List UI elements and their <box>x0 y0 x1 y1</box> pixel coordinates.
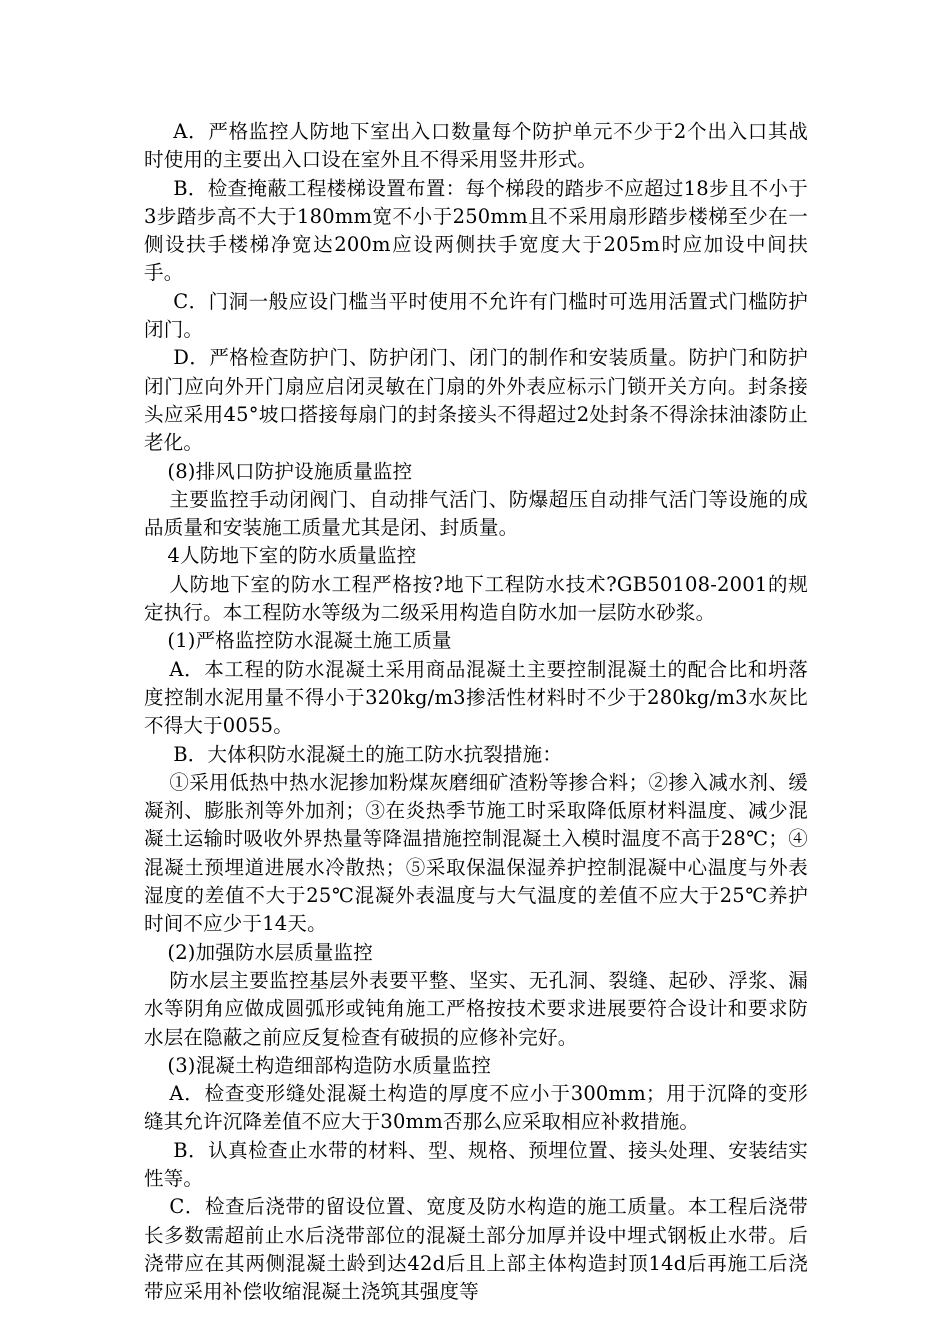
paragraph-layer-body: 防水层主要监控基层外表要平整、坚实、无孔洞、裂缝、起砂、浮浆、漏水等阴角应做成圆弧形或钝角施工严格按技术要求进展要符合设计和要求防水层在隐蔽之前应反复检查有破损的应修补完好。 <box>144 968 808 1049</box>
section-heading-waterproof: 4人防地下室的防水质量监控 <box>167 544 417 568</box>
paragraph-item-d: D．严格检查防护门、防护闭门、闭门的制作和安装质量。防护门和防护闭门应向外开门扇应启闭灵敏在门扇的外外表应标示门锁开关方向。封条接头应采用45°坡口搭接每扇门的封条接头不得超过2处封条不得涂抹油漆防止老化。 <box>144 346 808 455</box>
paragraph-detail-b: B．认真检查止水带的材料、型、规格、预埋位置、接头处理、安装结实性等。 <box>144 1138 808 1190</box>
document-body <box>144 118 808 1306</box>
paragraph-item-b: B．检查掩蔽工程楼梯设置布置：每个梯段的踏步不应超过18步且不小于3步踏步高不大于180mm宽不小于250mm且不采用扇形踏步楼梯至少在一侧设扶手楼梯净宽达200m应设两侧扶手宽度大于205m时应加设中间扶手。 <box>144 176 808 285</box>
paragraph-detail-c: C．检查后浇带的留设位置、宽度及防水构造的施工质量。本工程后浇带长多数需超前止水后浇带部位的混凝土部分加厚并设中埋式钢板止水带。后浇带应在其两侧混凝土龄到达42d后且上部主体构造封顶14d后再施工后浇带应采用补偿收缩混凝土浇筑其强度等 <box>144 1195 808 1304</box>
paragraph-concrete-a: A．本工程的防水混凝土采用商品混凝土主要控制混凝土的配合比和坍落度控制水泥用量不得小于320kg/m3掺活性材料时不少于280kg/m3水灰比不得大于0055。 <box>144 657 808 738</box>
section-heading-detail: (3)混凝土构造细部构造防水质量监控 <box>167 1053 492 1077</box>
paragraph-detail-a: A．检查变形缝处混凝土构造的厚度不应小于300mm；用于沉降的变形缝其允许沉降差值不应大于30mm否那么应采取相应补救措施。 <box>144 1082 808 1134</box>
paragraph-item-c: C．门洞一般应设门槛当平时使用不允许有门槛时可选用活置式门槛防护闭门。 <box>144 289 808 342</box>
section-heading-layer: (2)加强防水层质量监控 <box>167 940 373 964</box>
paragraph-concrete-b: B．大体积防水混凝土的施工防水抗裂措施： <box>173 742 563 766</box>
paragraph-concrete-measures: ①采用低热中热水泥掺加粉煤灰磨细矿渣粉等掺合料；②掺入减水剂、缓凝剂、膨胀剂等外加剂；③在炎热季节施工时采取降低原材料温度、减少混凝土运输时吸收外界热量等降温措施控制混凝土入模时温度不高于28℃；④混凝土预埋道进展水冷散热；⑤采取保温保湿养护控制混凝中心温度与外表湿度的差值不大于25℃混凝外表温度与大气温度的差值不应大于25℃养护时间不应少于14天。 <box>144 770 808 936</box>
section-heading-exhaust: (8)排风口防护设施质量监控 <box>167 459 413 483</box>
paragraph-waterproof-intro: 人防地下室的防水工程严格按?地下工程防水技术?GB50108-2001的规定执行。本工程防水等级为二级采用构造自防水加一层防水砂浆。 <box>144 572 808 625</box>
paragraph-exhaust-body: 主要监控手动闭阀门、自动排气活门、防爆超压自动排气活门等设施的成品质量和安装施工质量尤其是闭、封质量。 <box>144 487 808 540</box>
paragraph-item-a: A．严格监控人防地下室出入口数量每个防护单元不少于2个出入口其战时使用的主要出入口设在室外且不得采用竖井形式。 <box>144 120 808 172</box>
section-heading-concrete: (1)严格监控防水混凝土施工质量 <box>167 629 452 653</box>
